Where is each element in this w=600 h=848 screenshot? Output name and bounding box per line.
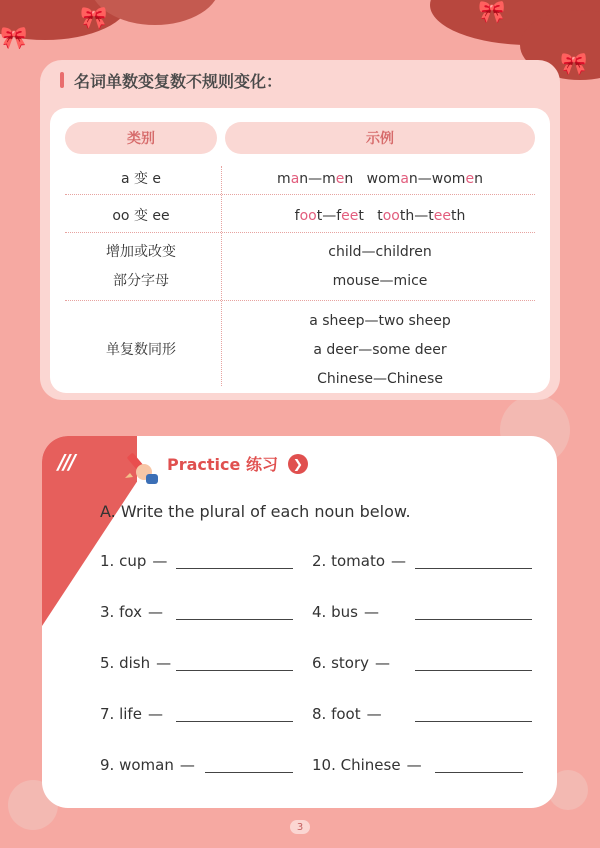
highlighted-letters: ee xyxy=(433,207,451,224)
question-item xyxy=(100,552,173,570)
question-label: 3. fox xyxy=(100,603,142,621)
answer-blank[interactable] xyxy=(415,703,532,722)
question-dash: — xyxy=(363,603,379,621)
table-cell-category xyxy=(65,306,217,394)
bow-icon: 🎀 xyxy=(478,0,506,25)
question-item xyxy=(312,654,396,672)
question-label: 6. story xyxy=(312,654,369,672)
practice-card xyxy=(42,436,557,808)
question-dash: — xyxy=(156,654,172,672)
question-label: 5. dish xyxy=(100,654,151,672)
question-dash: — xyxy=(375,654,390,672)
table-row-divider xyxy=(65,232,535,233)
answer-blank[interactable] xyxy=(415,601,532,620)
example-segment: Chinese—Chinese xyxy=(317,370,443,387)
question-label: 4. bus xyxy=(312,603,358,621)
example-segment: a sheep—two sheep xyxy=(309,312,451,329)
answer-blank-wrapper xyxy=(176,703,293,722)
question-label: 8. foot xyxy=(312,705,361,723)
table-column-divider xyxy=(221,166,222,386)
answer-blank-wrapper xyxy=(415,601,532,620)
question-item xyxy=(100,705,169,723)
section-title xyxy=(60,68,282,92)
example-segment: n xyxy=(474,170,483,187)
table-cell-examples xyxy=(225,236,535,298)
question-label: 2. tomato xyxy=(312,552,386,570)
category-text: oo 变 ee xyxy=(112,207,170,224)
answer-blank-wrapper xyxy=(415,550,532,569)
question-item xyxy=(312,603,385,621)
question-item xyxy=(100,654,177,672)
question-label: 10. Chinese xyxy=(312,756,401,774)
highlighted-letters: e xyxy=(465,170,475,187)
bow-icon: 🎀 xyxy=(0,26,28,51)
example-segment: a deer—some deer xyxy=(313,341,447,358)
question-item xyxy=(312,552,412,570)
category-text: 单复数同形 xyxy=(106,341,176,358)
question-dash: — xyxy=(152,552,168,570)
question-item xyxy=(312,756,428,774)
example-segment: child—children xyxy=(328,244,432,260)
table-row-divider xyxy=(65,300,535,301)
question-dash: — xyxy=(366,705,382,723)
highlighted-letters: ee xyxy=(341,207,359,224)
instruction-text: A. Write the plural of each noun below. xyxy=(100,502,411,521)
question-item xyxy=(312,705,388,723)
example-text xyxy=(295,202,466,231)
answer-blank-wrapper xyxy=(435,754,523,773)
example-text xyxy=(309,307,451,336)
example-segment: mouse—mice xyxy=(332,273,428,289)
question-dash: — xyxy=(406,756,422,774)
answer-blank[interactable] xyxy=(176,550,293,569)
pencil-hand-icon xyxy=(120,446,162,488)
answer-blank[interactable] xyxy=(415,550,532,569)
highlighted-letters: a xyxy=(400,170,409,187)
answer-blank[interactable] xyxy=(435,754,523,773)
example-segment: m xyxy=(277,170,291,187)
table-cell-examples xyxy=(225,164,535,194)
highlighted-letters: e xyxy=(335,170,345,187)
question-item xyxy=(100,603,169,621)
answer-blank-wrapper xyxy=(176,550,293,569)
example-text xyxy=(333,267,428,296)
highlighted-letters: a xyxy=(290,170,300,187)
example-segment: t—f xyxy=(316,207,342,224)
question-label: 7. life xyxy=(100,705,142,723)
category-text: 增加或改变 xyxy=(106,244,176,260)
question-label: 1. cup xyxy=(100,552,147,570)
example-segment: n—wom xyxy=(408,170,466,187)
table-header-examples: 示例 xyxy=(225,122,535,154)
example-segment: th—t xyxy=(399,207,434,224)
bow-icon: 🎀 xyxy=(560,52,588,77)
page-number: 3 xyxy=(290,820,310,834)
question-dash: — xyxy=(391,552,407,570)
chevron-right-icon: ❯ xyxy=(288,454,308,474)
bow-icon: 🎀 xyxy=(80,6,108,31)
practice-title-text: Practice 练习 xyxy=(167,455,278,474)
section-title-text: 名词单数变复数不规则变化： xyxy=(74,71,283,91)
answer-blank[interactable] xyxy=(176,703,293,722)
practice-title xyxy=(167,452,308,475)
answer-blank-wrapper xyxy=(415,703,532,722)
answer-blank[interactable] xyxy=(415,652,532,671)
table-cell-examples xyxy=(225,200,535,232)
answer-blank[interactable] xyxy=(176,652,293,671)
title-bar-marker xyxy=(60,72,64,88)
example-text xyxy=(313,336,446,365)
table-header-category: 类别 xyxy=(65,122,217,154)
answer-blank[interactable] xyxy=(205,754,293,773)
question-dash: — xyxy=(147,705,163,723)
table-row-divider xyxy=(65,194,535,195)
answer-blank[interactable] xyxy=(176,601,293,620)
highlighted-letters: oo xyxy=(382,207,400,224)
question-dash: — xyxy=(179,756,195,774)
example-segment: th xyxy=(450,207,466,224)
answer-blank-wrapper xyxy=(205,754,293,773)
question-item xyxy=(100,756,201,774)
answer-blank-wrapper xyxy=(176,601,293,620)
example-text xyxy=(317,365,443,394)
example-segment: n wom xyxy=(344,170,401,187)
table-cell-examples xyxy=(225,306,535,394)
example-text xyxy=(328,238,431,267)
question-label: 9. woman xyxy=(100,756,174,774)
table-cell-category xyxy=(65,164,217,194)
answer-blank-wrapper xyxy=(415,652,532,671)
example-text xyxy=(277,165,483,194)
example-segment: f xyxy=(294,207,300,224)
table-cell-category xyxy=(65,236,217,298)
example-segment: t t xyxy=(358,207,383,224)
table-cell-category xyxy=(65,200,217,232)
category-text: 部分字母 xyxy=(113,273,169,289)
question-dash: — xyxy=(147,603,163,621)
answer-blank-wrapper xyxy=(176,652,293,671)
example-segment: n—m xyxy=(299,170,336,187)
slash-decoration: /// xyxy=(58,450,74,474)
highlighted-letters: oo xyxy=(299,207,317,224)
category-text: a 变 e xyxy=(120,170,162,187)
rules-table xyxy=(50,108,550,393)
